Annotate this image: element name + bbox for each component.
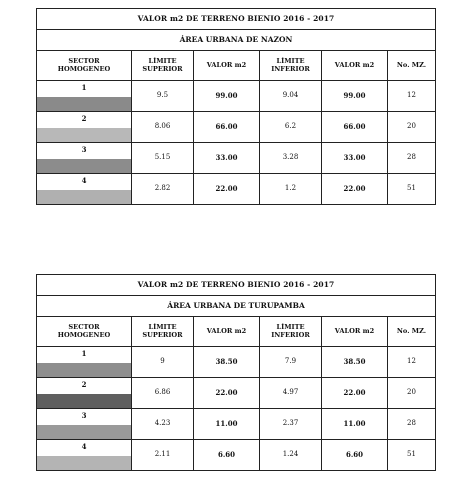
table-row [37, 143, 436, 174]
valor-superior-cell: 22.00 [194, 174, 260, 205]
limite-inferior-cell: 1.2 [260, 174, 322, 205]
sector-color-swatch [37, 425, 131, 439]
table-subtitle: ÁREA URBANA DE TURUPAMBA [37, 296, 436, 317]
table-row [37, 347, 436, 378]
table-title: VALOR m2 DE TERRENO BIENIO 2016 - 2017 [37, 9, 436, 30]
sector-cell [37, 174, 132, 205]
no-mz-cell: 51 [388, 174, 436, 205]
sector-color-swatch [37, 363, 131, 377]
header-valor-inferior: VALOR m2 [322, 317, 388, 347]
sector-cell [37, 347, 132, 378]
valor-terreno-table-turupamba [36, 274, 436, 471]
table-row [37, 174, 436, 205]
no-mz-cell: 12 [388, 81, 436, 112]
valor-inferior-cell: 99.00 [322, 81, 388, 112]
valor-superior-cell: 33.00 [194, 143, 260, 174]
limite-inferior-cell: 1.24 [260, 440, 322, 471]
no-mz-cell: 20 [388, 378, 436, 409]
valor-inferior-cell: 38.50 [322, 347, 388, 378]
valor-inferior-cell: 33.00 [322, 143, 388, 174]
table-row [37, 81, 436, 112]
sector-number: 3 [81, 411, 87, 420]
limite-inferior-cell: 6.2 [260, 112, 322, 143]
table-row [37, 409, 436, 440]
limite-inferior-cell: 9.04 [260, 81, 322, 112]
sector-cell [37, 378, 132, 409]
valor-inferior-cell: 66.00 [322, 112, 388, 143]
sector-color-swatch [37, 159, 131, 173]
header-valor-superior: VALOR m2 [194, 317, 260, 347]
valor-superior-cell: 66.00 [194, 112, 260, 143]
header-limite-superior: LÍMITE SUPERIOR [132, 317, 194, 347]
header-no-mz: No. MZ. [388, 51, 436, 81]
header-valor-inferior: VALOR m2 [322, 51, 388, 81]
no-mz-cell: 12 [388, 347, 436, 378]
no-mz-cell: 28 [388, 143, 436, 174]
valor-superior-cell: 22.00 [194, 378, 260, 409]
header-no-mz: No. MZ. [388, 317, 436, 347]
valor-superior-cell: 99.00 [194, 81, 260, 112]
header-sector: SECTOR HOMOGENEO [37, 51, 132, 81]
limite-superior-cell: 2.11 [132, 440, 194, 471]
sector-number: 3 [81, 145, 87, 154]
header-valor-superior: VALOR m2 [194, 51, 260, 81]
limite-inferior-cell: 3.28 [260, 143, 322, 174]
valor-superior-cell: 11.00 [194, 409, 260, 440]
sector-number: 1 [81, 349, 87, 358]
sector-number: 2 [81, 114, 87, 123]
sector-color-swatch [37, 394, 131, 408]
sector-number: 1 [81, 83, 87, 92]
valor-superior-cell: 38.50 [194, 347, 260, 378]
valor-inferior-cell: 11.00 [322, 409, 388, 440]
valor-superior-cell: 6.60 [194, 440, 260, 471]
table-title: VALOR m2 DE TERRENO BIENIO 2016 - 2017 [37, 275, 436, 296]
sector-cell [37, 143, 132, 174]
limite-superior-cell: 9 [132, 347, 194, 378]
sector-cell [37, 112, 132, 143]
table-row [37, 112, 436, 143]
sector-number: 2 [81, 380, 87, 389]
header-limite-inferior: LÍMITE INFERIOR [260, 317, 322, 347]
limite-superior-cell: 2.82 [132, 174, 194, 205]
limite-superior-cell: 6.86 [132, 378, 194, 409]
sector-color-swatch [37, 97, 131, 111]
sector-cell [37, 409, 132, 440]
header-sector: SECTOR HOMOGENEO [37, 317, 132, 347]
valor-inferior-cell: 22.00 [322, 174, 388, 205]
no-mz-cell: 28 [388, 409, 436, 440]
limite-superior-cell: 4.23 [132, 409, 194, 440]
table-subtitle: ÁREA URBANA DE NAZON [37, 30, 436, 51]
limite-superior-cell: 8.06 [132, 112, 194, 143]
sector-number: 4 [81, 176, 87, 185]
sector-number: 4 [81, 442, 87, 451]
limite-inferior-cell: 4.97 [260, 378, 322, 409]
table-row [37, 378, 436, 409]
no-mz-cell: 20 [388, 112, 436, 143]
sector-color-swatch [37, 128, 131, 142]
header-limite-superior: LÍMITE SUPERIOR [132, 51, 194, 81]
limite-superior-cell: 5.15 [132, 143, 194, 174]
limite-inferior-cell: 2.37 [260, 409, 322, 440]
sector-color-swatch [37, 456, 131, 470]
sector-cell [37, 440, 132, 471]
valor-terreno-table-nazon [36, 8, 436, 205]
sector-color-swatch [37, 190, 131, 204]
valor-inferior-cell: 22.00 [322, 378, 388, 409]
table-row [37, 440, 436, 471]
limite-inferior-cell: 7.9 [260, 347, 322, 378]
no-mz-cell: 51 [388, 440, 436, 471]
sector-cell [37, 81, 132, 112]
valor-inferior-cell: 6.60 [322, 440, 388, 471]
header-limite-inferior: LÍMITE INFERIOR [260, 51, 322, 81]
limite-superior-cell: 9.5 [132, 81, 194, 112]
